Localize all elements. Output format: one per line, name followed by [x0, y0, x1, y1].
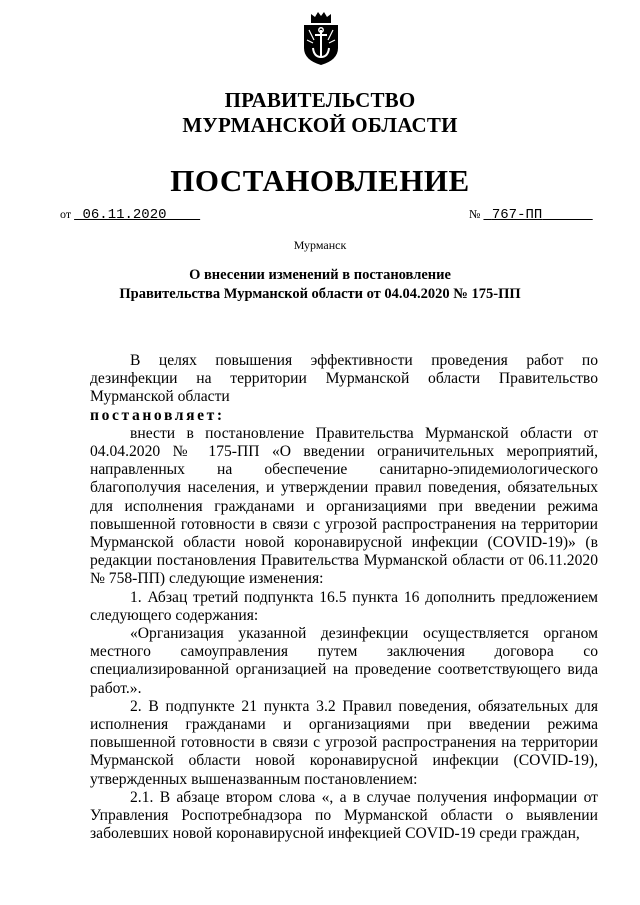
date-block [60, 207, 200, 223]
body-paragraph: 2. В подпункте 21 пункта 3.2 Правил поведения, обязательных для исполнения гражданами и организациями при введении режима повышенной готовности в связи с угрозой распространения на территории Мурманской области новой коронавирусной инфекции (COVID-19), утвержденных вышеназванным постановлением: [90, 697, 598, 788]
number-block [469, 207, 593, 223]
coat-of-arms-icon [302, 10, 340, 66]
date-prefix: от [60, 207, 72, 221]
document-type-title: ПОСТАНОВЛЕНИЕ [170, 163, 470, 198]
number-prefix: № [469, 207, 481, 221]
government-name-line2: МУРМАНСКОЙ ОБЛАСТИ [182, 113, 458, 137]
body-paragraph: В целях повышения эффективности проведения работ по дезинфекции на территории Мурманской области Правительство Мурманской области [90, 352, 598, 406]
document-number: 767-ПП [491, 207, 543, 223]
document-subject [0, 266, 640, 304]
body-paragraph: внести в постановление Правительства Мурманской области от 04.04.2020 № 175-ПП «О введении ограничительных мероприятий, направленных на обеспечение санитарно-эпидемиологического благополучия населения, и утверждении правил поведения, обязательных для исполнения гражданами и организациями при введении режима повышенной готовности в связи с угрозой распространения на территории Мурманской области новой коронавирусной инфекции (COVID-19)» (в редакции постановления Правительства Мурманской области от 06.11.2020 № 758-ПП) следующие изменения: [90, 424, 598, 588]
body-paragraph: 2.1. В абзаце втором слова «, а в случае получения информации от Управления Роспотребнадзора по Мурманской области о выявлении заболевших новой коронавирусной инфекцией COVID-19 среди граждан, [90, 788, 598, 843]
decree-word: постановляет: [90, 406, 225, 424]
document-body [90, 352, 598, 843]
document-date: 06.11.2020 [82, 207, 167, 223]
body-paragraph: «Организация указанной дезинфекции осуществляется органом местного самоуправления путем заключения договора со специализированной организацией на проведение соответствующего вида работ.». [90, 625, 598, 697]
subject-line2: Правительства Мурманской области от 04.04.2020 № 175-ПП [119, 286, 521, 302]
city: Мурманск [293, 238, 347, 252]
body-paragraph: 1. Абзац третий подпункта 16.5 пункта 16 дополнить предложением следующего содержания: [90, 588, 598, 624]
subject-line1: О внесении изменений в постановление [189, 267, 451, 283]
government-name-line1: ПРАВИТЕЛЬСТВО [224, 88, 416, 112]
